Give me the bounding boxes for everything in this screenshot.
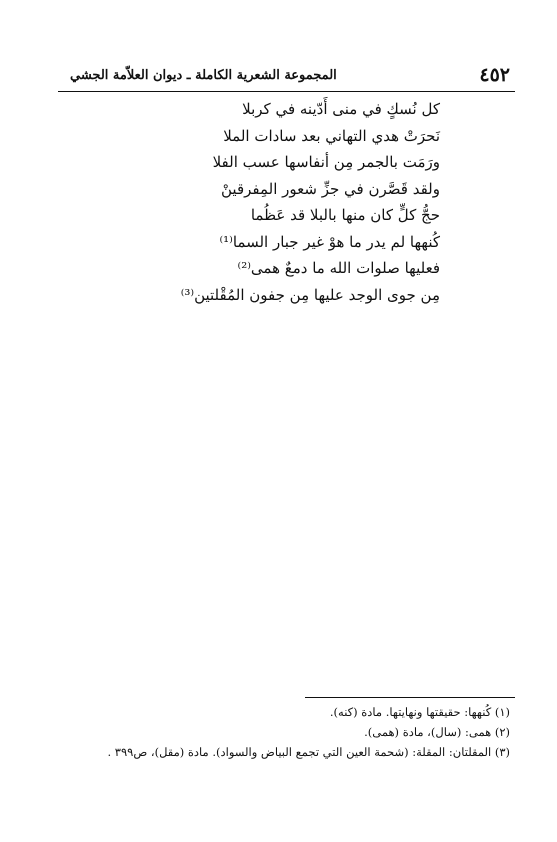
page-header bbox=[70, 64, 510, 88]
poem-line: فعليها صلوات الله ما دمعٌ همى⁽²⁾ bbox=[237, 259, 440, 277]
footnotes bbox=[60, 702, 510, 762]
footnote: (١) كُنهها: حقيقتها ونهايتها. مادة (كنه). bbox=[329, 705, 510, 719]
poem-line: ولقد قَصَّرن في جزِّ شعور المِفرقينْ bbox=[221, 179, 440, 198]
poem-line: مِن جوى الوجد عليها مِن جفون المُقْلتين⁽³⁾ bbox=[180, 285, 440, 304]
running-title: المجموعة الشعرية الكاملة ـ ديوان العلاّمة الجشي bbox=[70, 68, 337, 83]
poem-line: حجُّ كلٍّ كان منها بالبلا قد عَظُما bbox=[250, 206, 440, 224]
poem-line: ورَمَت بالجمر مِن أنفاسها عسب الفلا bbox=[212, 153, 440, 171]
poem-line: نَحرَتْ هدي التهاني بعد سادات الملا bbox=[223, 126, 440, 145]
poem-body bbox=[40, 96, 440, 308]
footnote-divider bbox=[305, 697, 515, 698]
footnote: (٣) المقلتان: المقلة: (شحمة العين التي تجمع البياض والسواد). مادة (مقل)، ص٣٩٩ . bbox=[107, 745, 510, 759]
footnote: (٢) همى: (سال)، مادة (همى). bbox=[364, 725, 510, 739]
page-number: ٤٥٢ bbox=[479, 64, 510, 86]
poem-line: كُنهها لم يدر ما هوْ غير جبار السما⁽¹⁾ bbox=[219, 232, 440, 251]
header-divider bbox=[58, 91, 515, 92]
poem-line: كل نُسكٍ في منى أَدّينه في كربلا bbox=[242, 100, 440, 118]
